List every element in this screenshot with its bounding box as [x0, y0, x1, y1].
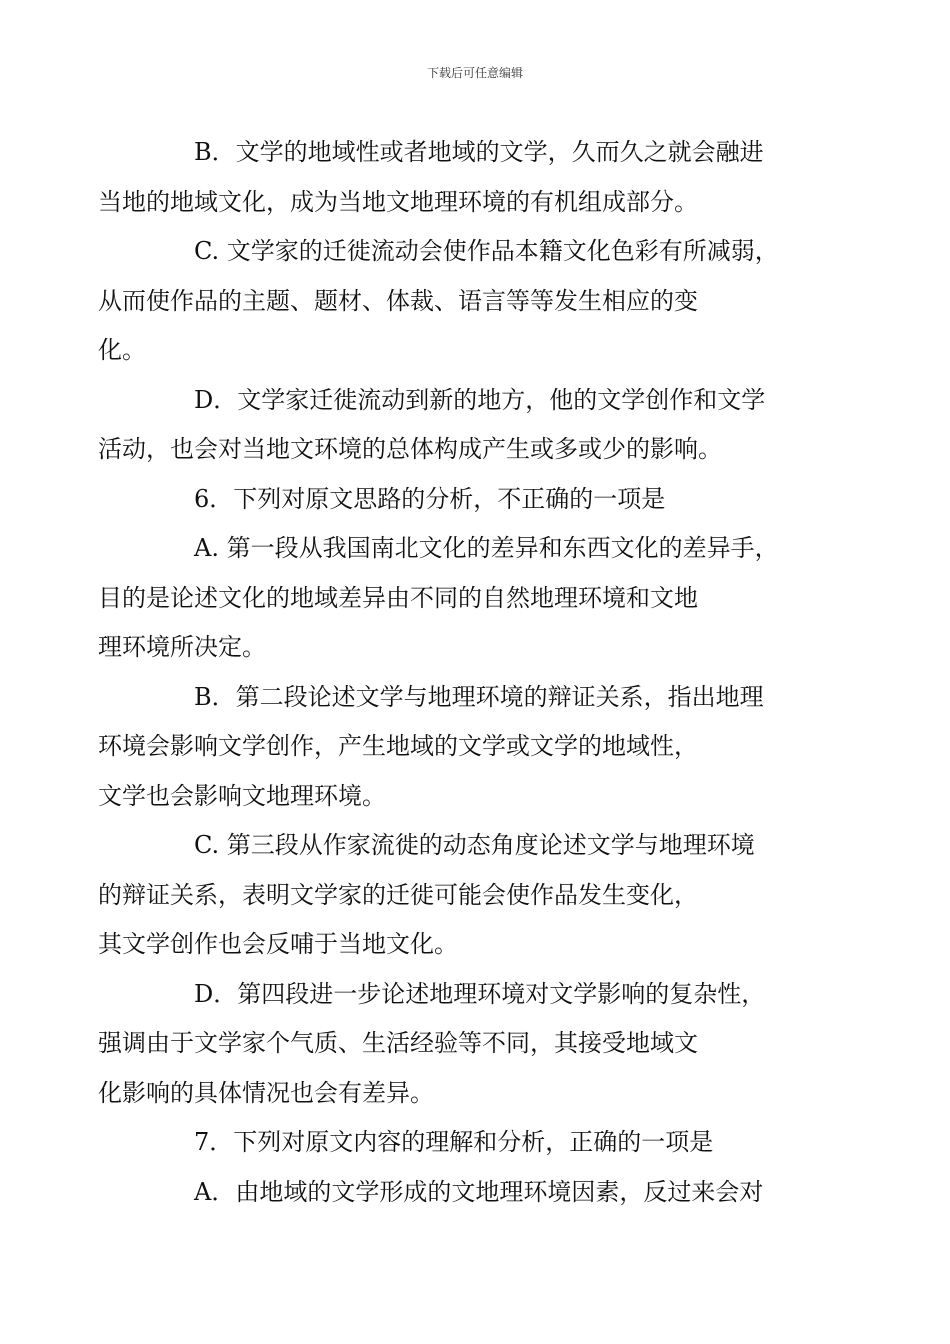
- text-line: 强调由于文学家个气质、生活经验等不同，其接受地域文: [98, 1029, 698, 1057]
- option-5c: [98, 227, 812, 376]
- text-line: 6．下列对原文思路的分析，不正确的一项是: [194, 484, 666, 513]
- option-5d: [98, 376, 812, 475]
- text-line: 活动，也会对当地文环境的总体构成产生或多或少的影响。: [98, 435, 722, 463]
- page-header: 下载后可任意编辑: [426, 66, 523, 80]
- text-line: 化影响的具体情况也会有差异。: [98, 1078, 434, 1107]
- text-line: C. 文学家的迁徙流动会使作品本籍文化色彩有所减弱，: [194, 237, 779, 265]
- question-6: [146, 475, 812, 525]
- option-5b: [98, 128, 812, 227]
- option-6a: [98, 524, 812, 673]
- option-6b: [98, 673, 812, 822]
- text-line: D．第四段进一步论述地理环境对文学影响的复杂性，: [194, 979, 766, 1008]
- option-6d: [98, 970, 812, 1119]
- text-line: C. 第三段从作家流徙的动态角度论述文学与地理环境: [194, 831, 755, 859]
- text-line: 7．下列对原文内容的理解和分析，正确的一项是: [194, 1128, 714, 1156]
- text-line: B．文学的地域性或者地域的文学，久而久之就会融进: [194, 138, 764, 166]
- text-line: 理环境所决定。: [98, 633, 266, 661]
- text-line: 从而使作品的主题、题材、体裁、语言等等发生相应的变: [98, 286, 698, 315]
- text-line: 化。: [98, 336, 146, 364]
- text-line: D．文学家迁徙流动到新的地方，他的文学创作和文学: [194, 385, 766, 414]
- text-line: 其文学创作也会反哺于当地文化。: [98, 930, 458, 958]
- text-line: 当地的地域文化，成为当地文地理环境的有机组成部分。: [98, 187, 698, 216]
- text-line: 文学也会影响文地理环境。: [98, 781, 386, 810]
- option-7a: [146, 1168, 812, 1218]
- text-line: 的辩证关系，表明文学家的迁徙可能会使作品发生变化，: [98, 880, 698, 909]
- text-line: 环境会影响文学创作，产生地域的文学或文学的地域性，: [98, 732, 698, 760]
- text-line: B．第二段论述文学与地理环境的辩证关系，指出地理: [194, 682, 764, 711]
- text-line: A．由地域的文学形成的文地理环境因素，反过来会对: [194, 1177, 764, 1206]
- text-line: 目的是论述文化的地域差异由不同的自然地理环境和文地: [98, 583, 698, 612]
- option-6c: [98, 821, 812, 970]
- text-line: A. 第一段从我国南北文化的差异和东西文化的差异手，: [194, 534, 779, 562]
- document-body: [98, 128, 812, 1217]
- question-7: [146, 1118, 812, 1168]
